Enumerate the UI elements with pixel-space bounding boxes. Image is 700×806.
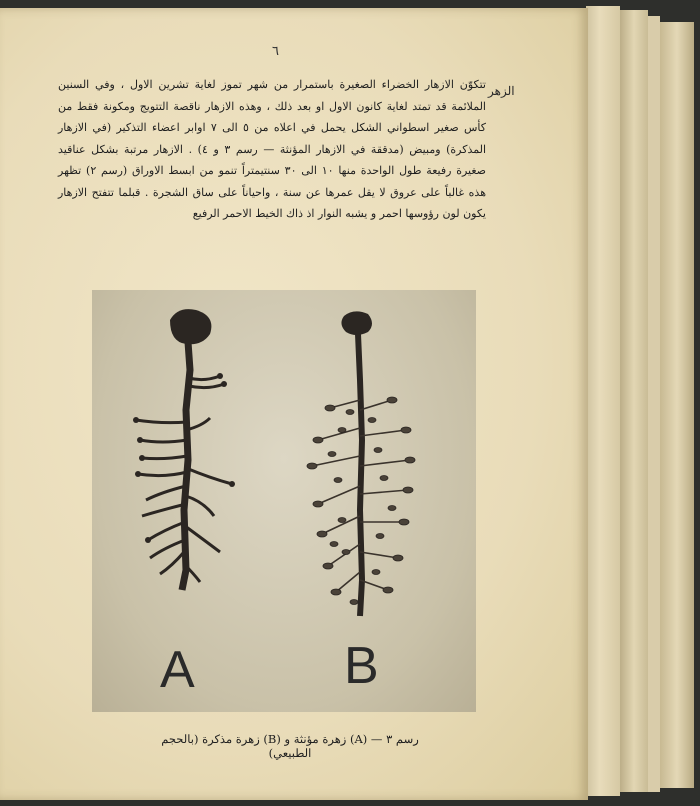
label-a: A bbox=[160, 641, 195, 699]
female-flower-specimen bbox=[133, 309, 235, 590]
body-text bbox=[58, 74, 486, 225]
male-flower-specimen bbox=[307, 311, 415, 616]
book-page-edges bbox=[648, 16, 660, 792]
book-page-edges bbox=[620, 10, 648, 792]
label-b: B bbox=[344, 637, 379, 695]
page-number: ٦ bbox=[272, 44, 279, 59]
figure-caption: رسم ٣ — (A) زهرة مؤنثة و (B) زهرة مذكرة (بالحجم الطبيعي) bbox=[161, 732, 419, 760]
paragraph: تتكوّن الازهار الخضراء الصغيرة باستمرار من شهر تموز لغاية تشرين الاول ، وفي السنين الملائمة قد تمتد لغاية كانون الاول او بعد ذلك ، وهذه الازهار ناقصة التتويج ومكونة فقط من كأس صغير اسطواني الشكل يحمل في اعلاه من ٥ الى ٧ اوابر اعضاء التذكير (في الازهار المذكرة) ومبيض (مدققة في الازهار المؤنثة — رسم ٣ و ٤) . الازهار مرتبة بشكل عناقيد صغيرة رفيعة طول الواحدة منها ١٠ الى ٣٠ سنتيمتراً تنمو من ابسط الاوراق (رسم ٢) تظهر هذه غالباً على عروق لا يقل عمرها عن سنة ، واحياناً على ساق الشجرة . قبلما تتفتح الازهار يكون لون رؤوسها احمر و يشبه النوار اذ ذاك الخيط الاحمر الرفيع bbox=[58, 78, 487, 220]
book-page-edges bbox=[660, 22, 694, 788]
margin-heading: الزهر bbox=[488, 84, 515, 98]
book-page-edges bbox=[586, 6, 620, 796]
flower-illustration bbox=[92, 290, 476, 712]
figure-photograph bbox=[92, 290, 476, 712]
